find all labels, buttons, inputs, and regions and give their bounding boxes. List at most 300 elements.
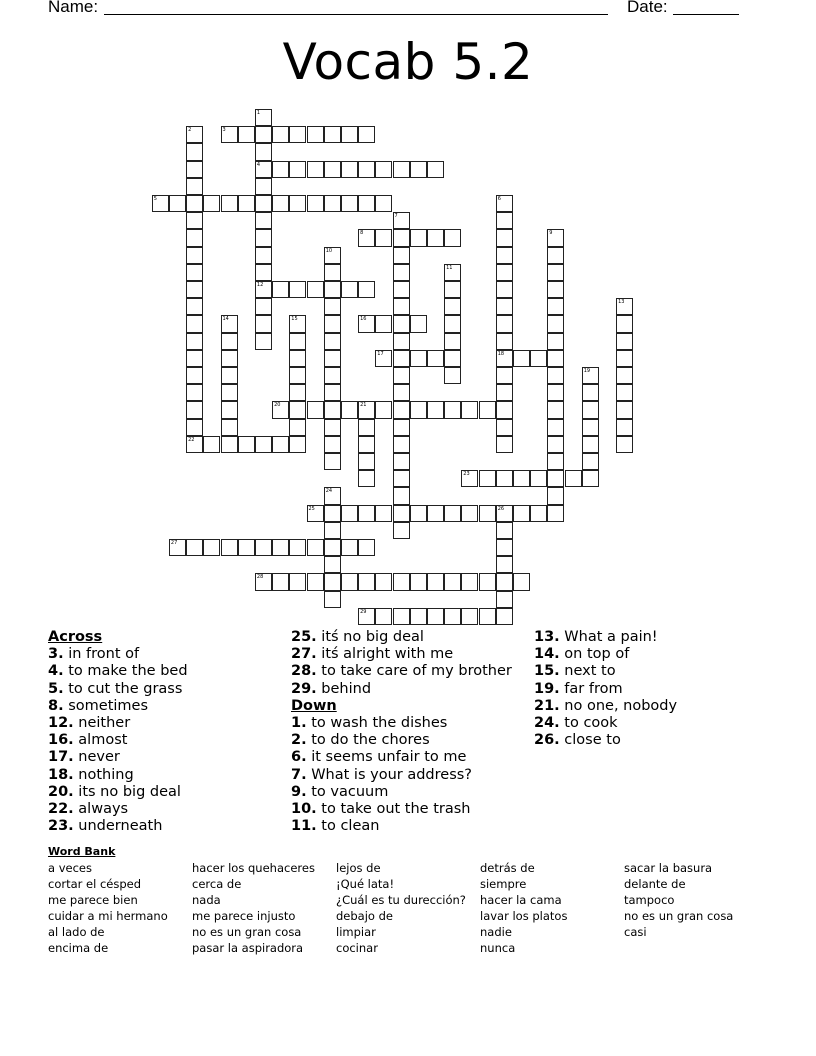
crossword-cell[interactable] <box>427 401 444 418</box>
crossword-cell[interactable] <box>307 126 324 143</box>
crossword-cell[interactable] <box>410 608 427 625</box>
crossword-cell[interactable] <box>324 453 341 470</box>
crossword-cell[interactable] <box>410 229 427 246</box>
crossword-cell[interactable] <box>547 281 564 298</box>
crossword-cell[interactable] <box>375 401 392 418</box>
crossword-cell[interactable] <box>324 573 341 590</box>
crossword-cell[interactable] <box>186 212 203 229</box>
crossword-cell[interactable] <box>324 350 341 367</box>
cell-number: 12 <box>256 282 264 288</box>
crossword-cell[interactable] <box>496 264 513 281</box>
crossword-cell[interactable] <box>358 161 375 178</box>
crossword-cell[interactable] <box>186 419 203 436</box>
crossword-cell[interactable] <box>444 333 461 350</box>
crossword-cell[interactable] <box>496 539 513 556</box>
crossword-cell[interactable] <box>496 470 513 487</box>
crossword-cell[interactable] <box>496 281 513 298</box>
crossword-cell[interactable] <box>341 126 358 143</box>
crossword-cell[interactable] <box>289 419 306 436</box>
crossword-cell[interactable] <box>272 195 289 212</box>
crossword-cell[interactable] <box>307 161 324 178</box>
crossword-cell[interactable] <box>289 436 306 453</box>
crossword-cell[interactable] <box>496 591 513 608</box>
crossword-cell[interactable] <box>324 247 341 264</box>
crossword-cell[interactable] <box>358 401 375 418</box>
crossword-cell[interactable] <box>255 573 272 590</box>
crossword-cell[interactable] <box>410 573 427 590</box>
crossword-cell[interactable] <box>324 401 341 418</box>
crossword-cell[interactable] <box>393 401 410 418</box>
word-bank-item: ¡Qué lata! <box>336 877 395 891</box>
crossword-cell[interactable] <box>307 573 324 590</box>
crossword-cell[interactable] <box>255 264 272 281</box>
clue-text: to do the chores <box>306 732 430 749</box>
crossword-cell[interactable] <box>410 401 427 418</box>
crossword-cell[interactable] <box>255 229 272 246</box>
crossword-cell[interactable] <box>513 573 530 590</box>
crossword-cell[interactable] <box>221 539 238 556</box>
crossword-cell[interactable] <box>324 298 341 315</box>
crossword-cell[interactable] <box>307 539 324 556</box>
crossword-cell[interactable] <box>341 161 358 178</box>
crossword-cell[interactable] <box>513 505 530 522</box>
crossword-cell[interactable] <box>410 505 427 522</box>
clue-item <box>291 801 512 818</box>
cell-number: 7 <box>394 213 398 220</box>
crossword-cell[interactable] <box>461 505 478 522</box>
crossword-cell[interactable] <box>582 367 599 384</box>
crossword-cell[interactable] <box>547 505 564 522</box>
crossword-cell[interactable] <box>324 487 341 504</box>
crossword-cell[interactable] <box>221 401 238 418</box>
crossword-cell[interactable] <box>255 333 272 350</box>
crossword-cell[interactable] <box>221 333 238 350</box>
crossword-cell[interactable] <box>530 505 547 522</box>
crossword-cell[interactable] <box>186 384 203 401</box>
crossword-cell[interactable] <box>358 436 375 453</box>
crossword-cell[interactable] <box>496 436 513 453</box>
word-bank-item: cocinar <box>336 941 378 955</box>
crossword-cell[interactable] <box>358 229 375 246</box>
crossword-cell[interactable] <box>255 178 272 195</box>
crossword-cell[interactable] <box>479 573 496 590</box>
crossword-cell[interactable] <box>547 333 564 350</box>
crossword-cell[interactable] <box>324 161 341 178</box>
cell-number: 13 <box>618 299 625 306</box>
clue-text: far from <box>559 680 623 697</box>
word-bank-item: pasar la aspiradora <box>192 941 304 955</box>
crossword-cell[interactable] <box>479 470 496 487</box>
crossword-cell[interactable] <box>616 298 633 315</box>
crossword-cell[interactable] <box>307 401 324 418</box>
crossword-cell[interactable] <box>358 539 375 556</box>
crossword-cell[interactable] <box>272 573 289 590</box>
crossword-cell[interactable] <box>427 229 444 246</box>
crossword-cell[interactable] <box>410 350 427 367</box>
crossword-cell[interactable] <box>186 195 203 212</box>
crossword-cell[interactable] <box>238 539 255 556</box>
crossword-cell[interactable] <box>410 315 427 332</box>
crossword-cell[interactable] <box>255 161 272 178</box>
crossword-cell[interactable] <box>169 539 186 556</box>
crossword-cell[interactable] <box>289 315 306 332</box>
crossword-cell[interactable] <box>289 367 306 384</box>
clue-number: 9. <box>291 783 307 800</box>
crossword-cell[interactable] <box>410 161 427 178</box>
crossword-cell[interactable] <box>582 401 599 418</box>
clue-text: to make the bed <box>63 663 188 680</box>
crossword-cell[interactable] <box>496 195 513 212</box>
crossword-cell[interactable] <box>444 264 461 281</box>
crossword-cell[interactable] <box>582 384 599 401</box>
crossword-cell[interactable] <box>547 470 564 487</box>
clue-text: to wash the dishes <box>306 715 448 732</box>
clue-text: on top of <box>559 646 630 663</box>
crossword-cell[interactable] <box>186 350 203 367</box>
crossword-cell[interactable] <box>341 505 358 522</box>
crossword-cell[interactable] <box>152 195 169 212</box>
word-bank-item: nunca <box>480 941 516 955</box>
crossword-cell[interactable] <box>393 367 410 384</box>
crossword-cell[interactable] <box>324 126 341 143</box>
crossword-cell[interactable] <box>547 350 564 367</box>
crossword-cell[interactable] <box>375 195 392 212</box>
crossword-cell[interactable] <box>255 539 272 556</box>
crossword-cell[interactable] <box>358 281 375 298</box>
crossword-cell[interactable] <box>582 470 599 487</box>
crossword-cell[interactable] <box>496 350 513 367</box>
crossword-cell[interactable] <box>324 419 341 436</box>
crossword-cell[interactable] <box>427 505 444 522</box>
crossword-cell[interactable] <box>444 315 461 332</box>
crossword-cell[interactable] <box>203 195 220 212</box>
crossword-cell[interactable] <box>324 539 341 556</box>
crossword-cell[interactable] <box>444 367 461 384</box>
crossword-cell[interactable] <box>513 350 530 367</box>
crossword-cell[interactable] <box>393 333 410 350</box>
crossword-cell[interactable] <box>375 315 392 332</box>
crossword-cell[interactable] <box>324 315 341 332</box>
crossword-cell[interactable] <box>186 298 203 315</box>
crossword-cell[interactable] <box>547 264 564 281</box>
crossword-cell[interactable] <box>324 556 341 573</box>
crossword-cell[interactable] <box>375 608 392 625</box>
crossword-cell[interactable] <box>186 539 203 556</box>
crossword-cell[interactable] <box>324 522 341 539</box>
clue-text: to cut the grass <box>63 680 183 697</box>
crossword-cell[interactable] <box>547 247 564 264</box>
crossword-cell[interactable] <box>582 453 599 470</box>
crossword-cell[interactable] <box>289 333 306 350</box>
crossword-cell[interactable] <box>169 195 186 212</box>
crossword-cell[interactable] <box>444 573 461 590</box>
clue-number: 3. <box>48 646 64 663</box>
clue-item <box>48 715 188 732</box>
crossword-cell[interactable] <box>393 229 410 246</box>
crossword-cell[interactable] <box>393 350 410 367</box>
crossword-cell[interactable] <box>324 333 341 350</box>
crossword-cell[interactable] <box>341 573 358 590</box>
clue-item <box>534 629 677 646</box>
crossword-cell[interactable] <box>203 539 220 556</box>
crossword-cell[interactable] <box>221 436 238 453</box>
crossword-cell[interactable] <box>186 401 203 418</box>
crossword-cell[interactable] <box>582 436 599 453</box>
crossword-cell[interactable] <box>203 436 220 453</box>
crossword-cell[interactable] <box>255 298 272 315</box>
word-bank-column <box>624 860 733 940</box>
crossword-cell[interactable] <box>427 350 444 367</box>
crossword-cell[interactable] <box>221 367 238 384</box>
crossword-cell[interactable] <box>272 161 289 178</box>
crossword-cell[interactable] <box>530 350 547 367</box>
crossword-cell[interactable] <box>496 333 513 350</box>
crossword-cell[interactable] <box>358 315 375 332</box>
crossword-cell[interactable] <box>496 573 513 590</box>
crossword-cell[interactable] <box>547 487 564 504</box>
word-bank-item: nadie <box>480 925 512 939</box>
crossword-cell[interactable] <box>272 436 289 453</box>
clue-number: 25. <box>291 629 317 645</box>
crossword-cell[interactable] <box>427 161 444 178</box>
crossword-cell[interactable] <box>461 608 478 625</box>
crossword-cell[interactable] <box>513 470 530 487</box>
crossword-cell[interactable] <box>496 384 513 401</box>
name-label: Name: <box>48 0 99 16</box>
crossword-cell[interactable] <box>324 505 341 522</box>
crossword-cell[interactable] <box>393 384 410 401</box>
word-bank-item: hacer los quehaceres <box>192 861 315 875</box>
crossword-cell[interactable] <box>255 143 272 160</box>
crossword-cell[interactable] <box>444 608 461 625</box>
crossword-cell[interactable] <box>221 315 238 332</box>
crossword-cell[interactable] <box>393 419 410 436</box>
crossword-cell[interactable] <box>272 539 289 556</box>
crossword-cell[interactable] <box>444 505 461 522</box>
crossword-cell[interactable] <box>393 212 410 229</box>
crossword-cell[interactable] <box>358 608 375 625</box>
crossword-cell[interactable] <box>547 229 564 246</box>
crossword-cell[interactable] <box>427 573 444 590</box>
crossword-cell[interactable] <box>547 298 564 315</box>
crossword-cell[interactable] <box>289 195 306 212</box>
clue-item <box>291 663 512 680</box>
crossword-cell[interactable] <box>221 350 238 367</box>
crossword-cell[interactable] <box>616 384 633 401</box>
crossword-cell[interactable] <box>272 281 289 298</box>
crossword-cell[interactable] <box>324 591 341 608</box>
crossword-cell[interactable] <box>289 126 306 143</box>
crossword-cell[interactable] <box>530 470 547 487</box>
crossword-cell[interactable] <box>616 419 633 436</box>
crossword-cell[interactable] <box>289 401 306 418</box>
crossword-cell[interactable] <box>272 126 289 143</box>
crossword-cell[interactable] <box>582 419 599 436</box>
crossword-cell[interactable] <box>186 315 203 332</box>
crossword-cell[interactable] <box>393 247 410 264</box>
crossword-cell[interactable] <box>255 315 272 332</box>
clue-number: 1. <box>291 715 307 732</box>
crossword-cell[interactable] <box>496 212 513 229</box>
crossword-cell[interactable] <box>616 367 633 384</box>
crossword-cell[interactable] <box>324 264 341 281</box>
crossword-cell[interactable] <box>255 281 272 298</box>
clue-text: to take care of my brother <box>316 663 512 680</box>
crossword-cell[interactable] <box>341 539 358 556</box>
crossword-cell[interactable] <box>496 505 513 522</box>
crossword-cell[interactable] <box>324 436 341 453</box>
crossword-cell[interactable] <box>255 212 272 229</box>
crossword-cell[interactable] <box>289 573 306 590</box>
crossword-cell[interactable] <box>324 195 341 212</box>
crossword-cell[interactable] <box>616 401 633 418</box>
clue-item <box>291 818 512 835</box>
clues-column-1 <box>48 629 188 835</box>
crossword-cell[interactable] <box>375 161 392 178</box>
crossword-cell[interactable] <box>307 195 324 212</box>
crossword-cell[interactable] <box>324 281 341 298</box>
crossword-cell[interactable] <box>393 161 410 178</box>
crossword-cell[interactable] <box>358 470 375 487</box>
crossword-cell[interactable] <box>547 436 564 453</box>
crossword-cell[interactable] <box>221 195 238 212</box>
crossword-cell[interactable] <box>375 505 392 522</box>
crossword-cell[interactable] <box>186 333 203 350</box>
crossword-cell[interactable] <box>393 281 410 298</box>
crossword-cell[interactable] <box>393 487 410 504</box>
crossword-cell[interactable] <box>547 384 564 401</box>
crossword-cell[interactable] <box>444 350 461 367</box>
crossword-cell[interactable] <box>238 436 255 453</box>
crossword-cell[interactable] <box>496 522 513 539</box>
crossword-cell[interactable] <box>358 126 375 143</box>
crossword-cell[interactable] <box>616 315 633 332</box>
crossword-cell[interactable] <box>547 315 564 332</box>
crossword-cell[interactable] <box>496 556 513 573</box>
crossword-cell[interactable] <box>221 126 238 143</box>
crossword-cell[interactable] <box>255 109 272 126</box>
crossword-cell[interactable] <box>375 573 392 590</box>
crossword-cell[interactable] <box>186 436 203 453</box>
crossword-cell[interactable] <box>496 315 513 332</box>
crossword-cell[interactable] <box>324 384 341 401</box>
crossword-cell[interactable] <box>496 419 513 436</box>
crossword-cell[interactable] <box>307 281 324 298</box>
crossword-cell[interactable] <box>444 401 461 418</box>
crossword-cell[interactable] <box>255 126 272 143</box>
crossword-cell[interactable] <box>375 350 392 367</box>
crossword-cell[interactable] <box>461 573 478 590</box>
crossword-cell[interactable] <box>186 178 203 195</box>
crossword-cell[interactable] <box>358 505 375 522</box>
crossword-cell[interactable] <box>479 608 496 625</box>
crossword-cell[interactable] <box>289 350 306 367</box>
crossword-cell[interactable] <box>496 298 513 315</box>
crossword-cell[interactable] <box>496 229 513 246</box>
crossword-cell[interactable] <box>238 195 255 212</box>
crossword-cell[interactable] <box>616 333 633 350</box>
crossword-cell[interactable] <box>444 229 461 246</box>
crossword-cell[interactable] <box>358 419 375 436</box>
crossword-cell[interactable] <box>186 143 203 160</box>
crossword-cell[interactable] <box>255 436 272 453</box>
crossword-cell[interactable] <box>496 367 513 384</box>
crossword-cell[interactable] <box>393 505 410 522</box>
crossword-cell[interactable] <box>461 401 478 418</box>
crossword-cell[interactable] <box>221 384 238 401</box>
crossword-cell[interactable] <box>393 470 410 487</box>
crossword-cell[interactable] <box>307 505 324 522</box>
crossword-cell[interactable] <box>547 367 564 384</box>
crossword-cell[interactable] <box>186 161 203 178</box>
crossword-cell[interactable] <box>238 126 255 143</box>
crossword-cell[interactable] <box>479 505 496 522</box>
crossword-cell[interactable] <box>358 573 375 590</box>
crossword-cell[interactable] <box>324 367 341 384</box>
crossword-cell[interactable] <box>289 539 306 556</box>
crossword-cell[interactable] <box>393 315 410 332</box>
crossword-cell[interactable] <box>186 247 203 264</box>
crossword-cell[interactable] <box>358 195 375 212</box>
clue-text: close to <box>559 732 621 749</box>
crossword-cell[interactable] <box>393 608 410 625</box>
crossword-cell[interactable] <box>393 453 410 470</box>
crossword-cell[interactable] <box>255 195 272 212</box>
crossword-cell[interactable] <box>616 436 633 453</box>
crossword-cell[interactable] <box>444 298 461 315</box>
crossword-cell[interactable] <box>547 401 564 418</box>
crossword-cell[interactable] <box>565 470 582 487</box>
crossword-cell[interactable] <box>461 470 478 487</box>
crossword-cell[interactable] <box>221 419 238 436</box>
crossword-cell[interactable] <box>479 401 496 418</box>
crossword-cell[interactable] <box>186 367 203 384</box>
cell-number: 2 <box>188 127 192 134</box>
crossword-cell[interactable] <box>547 453 564 470</box>
crossword-cell[interactable] <box>289 161 306 178</box>
crossword-cell[interactable] <box>444 281 461 298</box>
crossword-cell[interactable] <box>186 126 203 143</box>
crossword-cell[interactable] <box>616 350 633 367</box>
clue-number: 14. <box>534 646 560 663</box>
crossword-cell[interactable] <box>289 281 306 298</box>
crossword-cell[interactable] <box>547 419 564 436</box>
crossword-cell[interactable] <box>358 453 375 470</box>
crossword-cell[interactable] <box>375 229 392 246</box>
crossword-cell[interactable] <box>496 401 513 418</box>
crossword-cell[interactable] <box>496 247 513 264</box>
crossword-cell[interactable] <box>393 522 410 539</box>
crossword-cell[interactable] <box>393 264 410 281</box>
crossword-cell[interactable] <box>255 247 272 264</box>
crossword-cell[interactable] <box>341 195 358 212</box>
crossword-cell[interactable] <box>289 384 306 401</box>
crossword-cell[interactable] <box>186 281 203 298</box>
crossword-cell[interactable] <box>341 401 358 418</box>
crossword-cell[interactable] <box>427 608 444 625</box>
word-bank-item: encima de <box>48 941 109 955</box>
crossword-cell[interactable] <box>393 436 410 453</box>
crossword-cell[interactable] <box>393 573 410 590</box>
crossword-cell[interactable] <box>272 401 289 418</box>
crossword-cell[interactable] <box>393 298 410 315</box>
word-bank-item: limpiar <box>336 925 376 939</box>
crossword-cell[interactable] <box>341 281 358 298</box>
crossword-cell[interactable] <box>186 264 203 281</box>
crossword-cell[interactable] <box>496 608 513 625</box>
crossword-cell[interactable] <box>186 229 203 246</box>
word-bank-item: no es un gran cosa <box>192 925 302 939</box>
